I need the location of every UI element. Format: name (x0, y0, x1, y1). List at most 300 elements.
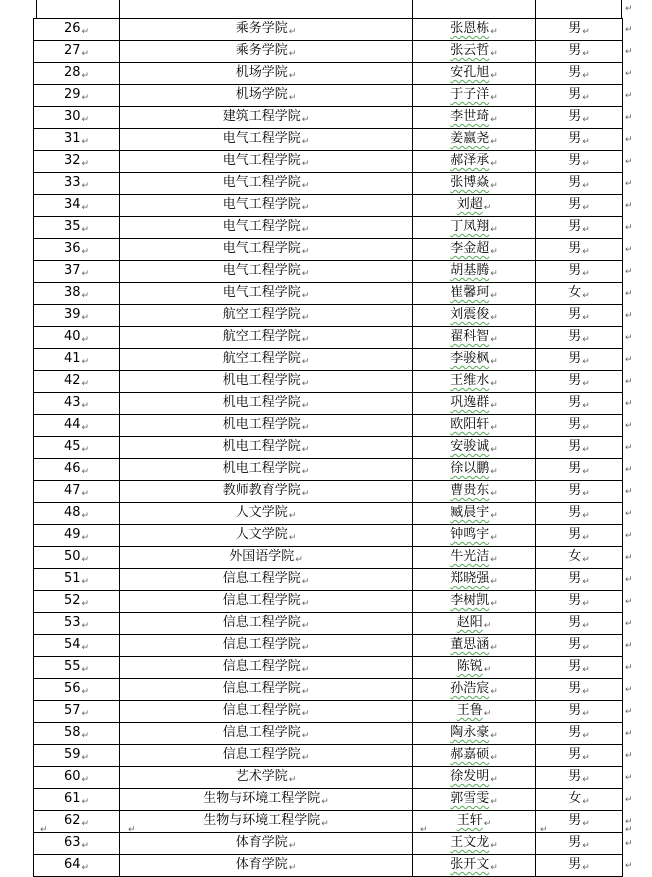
gender-text: 男 (568, 593, 582, 608)
college-cell (120, 613, 413, 635)
row-number-text: 27 (63, 43, 81, 58)
paragraph-mark: ↵ (81, 379, 90, 389)
row-number-cell (34, 239, 120, 261)
college-text: 信息工程学院 (222, 681, 301, 696)
college-cell (120, 305, 413, 327)
college-text: 航空工程学院 (222, 329, 301, 344)
row-number-text: 29 (63, 87, 81, 102)
gender-text: 男 (568, 395, 582, 410)
row-number-cell (34, 393, 120, 415)
gender-cell (536, 239, 623, 261)
row-end-paragraph-mark: ↵ (625, 772, 633, 783)
paragraph-mark: ↵ (483, 665, 492, 675)
college-text: 信息工程学院 (222, 615, 301, 630)
paragraph-mark: ↵ (301, 203, 310, 213)
college-cell (120, 657, 413, 679)
college-cell (120, 679, 413, 701)
paragraph-mark: ↵ (582, 687, 590, 697)
paragraph-mark: ↵ (301, 159, 310, 169)
college-text: 体育学院 (235, 835, 288, 850)
table-row (34, 745, 623, 767)
gender-text: 男 (568, 439, 582, 454)
row-end-paragraph-mark: ↵ (625, 574, 633, 585)
paragraph-mark: ↵ (582, 489, 590, 499)
college-cell (120, 371, 413, 393)
row-number-text: 26 (63, 21, 81, 36)
paragraph-mark: ↵ (490, 93, 498, 103)
row-number-text: 62 (63, 813, 81, 828)
row-number-text: 60 (63, 769, 81, 784)
paragraph-mark: ↵ (81, 71, 90, 81)
row-end-paragraph-mark: ↵ (625, 464, 633, 475)
paragraph-mark: ↵ (81, 313, 90, 323)
row-number-text: 40 (63, 329, 81, 344)
row-number-text: 44 (63, 417, 81, 432)
student-name-text: 翟科智 (450, 329, 490, 344)
paragraph-mark: ↵ (490, 379, 498, 389)
paragraph-mark: ↵ (483, 203, 492, 213)
table-row (34, 393, 623, 415)
gender-cell (536, 371, 623, 393)
college-cell (120, 525, 413, 547)
student-name-text: 欧阳轩 (450, 417, 490, 432)
row-number-cell (34, 327, 120, 349)
paragraph-mark: ↵ (582, 379, 590, 389)
paragraph-mark: ↵ (490, 27, 498, 37)
gender-cell (536, 613, 623, 635)
gender-cell (536, 107, 623, 129)
row-number-cell (34, 701, 120, 723)
row-number-text: 47 (63, 483, 81, 498)
paragraph-mark: ↵ (301, 665, 310, 675)
paragraph-mark: ↵ (81, 665, 90, 675)
table-top-continuation (36, 0, 622, 18)
paragraph-mark: ↵ (128, 825, 136, 835)
paragraph-mark: ↵ (301, 313, 310, 323)
paragraph-mark: ↵ (81, 687, 90, 697)
paragraph-mark: ↵ (582, 137, 590, 147)
gender-text: 男 (568, 175, 582, 190)
table-row (34, 173, 623, 195)
college-cell (120, 283, 413, 305)
paragraph-mark: ↵ (490, 225, 498, 235)
paragraph-mark: ↵ (490, 313, 498, 323)
row-number-text: 50 (63, 549, 81, 564)
paragraph-mark: ↵ (582, 49, 590, 59)
row-end-paragraph-mark: ↵ (625, 530, 633, 541)
college-text: 电气工程学院 (222, 197, 301, 212)
row-end-paragraph-mark: ↵ (625, 178, 633, 189)
row-number-cell (34, 19, 120, 41)
paragraph-mark: ↵ (582, 225, 590, 235)
paragraph-mark: ↵ (81, 115, 90, 125)
gender-text: 女 (568, 791, 582, 806)
college-text: 信息工程学院 (222, 593, 301, 608)
gender-cell (536, 591, 623, 613)
table-row (34, 107, 623, 129)
paragraph-mark: ↵ (420, 825, 428, 835)
gender-cell (536, 195, 623, 217)
paragraph-mark: ↵ (81, 577, 90, 587)
paragraph-mark: ↵ (81, 599, 90, 609)
gender-text: 男 (568, 747, 582, 762)
paragraph-mark: ↵ (582, 401, 590, 411)
row-number-text: 54 (63, 637, 81, 652)
student-name-text: 崔馨珂 (450, 285, 490, 300)
row-end-paragraph-mark: ↵ (625, 4, 633, 14)
table-row (34, 151, 623, 173)
paragraph-mark: ↵ (81, 423, 90, 433)
student-name-cell (413, 283, 536, 305)
paragraph-mark: ↵ (81, 181, 90, 191)
table-row (34, 569, 623, 591)
table-row (34, 415, 623, 437)
table-row (34, 63, 623, 85)
row-number-cell (34, 415, 120, 437)
paragraph-mark: ↵ (81, 445, 90, 455)
student-name-text: 陈锐 (456, 659, 483, 674)
student-name-text: 李世琦 (450, 109, 490, 124)
table-row (34, 239, 623, 261)
gender-text: 男 (568, 483, 582, 498)
paragraph-mark: ↵ (301, 137, 310, 147)
paragraph-mark: ↵ (288, 49, 297, 59)
college-cell (120, 327, 413, 349)
row-number-text: 33 (63, 175, 81, 190)
table-row (34, 701, 623, 723)
row-number-text: 64 (63, 857, 81, 872)
row-number-cell (34, 569, 120, 591)
paragraph-mark: ↵ (295, 555, 303, 565)
college-text: 电气工程学院 (222, 219, 301, 234)
student-name-text: 巩逸群 (450, 395, 490, 410)
paragraph-mark: ↵ (81, 247, 90, 257)
student-name-cell (413, 481, 536, 503)
student-name-text: 安孔旭 (450, 65, 490, 80)
row-end-paragraph-mark: ↵ (625, 156, 633, 167)
student-name-text: 李金超 (450, 241, 490, 256)
paragraph-mark: ↵ (490, 643, 498, 653)
paragraph-mark: ↵ (490, 797, 498, 807)
student-name-cell (413, 679, 536, 701)
student-name-text: 安骏诚 (450, 439, 490, 454)
gender-text: 男 (568, 659, 582, 674)
row-number-cell (34, 503, 120, 525)
student-name-cell (413, 789, 536, 811)
student-name-cell (413, 635, 536, 657)
gender-cell (536, 393, 623, 415)
student-name-cell (413, 173, 536, 195)
gender-text: 男 (568, 637, 582, 652)
table-row (34, 657, 623, 679)
table-row (34, 635, 623, 657)
student-name-cell (413, 85, 536, 107)
student-name-text: 郑晓强 (450, 571, 490, 586)
student-name-cell (413, 613, 536, 635)
row-end-paragraph-mark: ↵ (625, 288, 633, 299)
student-name-text: 姜嬴尧 (450, 131, 490, 146)
gender-text: 男 (568, 241, 582, 256)
paragraph-mark: ↵ (490, 731, 498, 741)
college-cell (120, 239, 413, 261)
gender-text: 男 (568, 857, 582, 872)
student-name-cell (413, 415, 536, 437)
college-text: 机电工程学院 (222, 373, 301, 388)
table-row (34, 613, 623, 635)
paragraph-mark: ↵ (490, 269, 498, 279)
row-number-text: 58 (63, 725, 81, 740)
college-text: 乘务学院 (235, 43, 288, 58)
paragraph-mark: ↵ (81, 137, 90, 147)
college-cell (120, 481, 413, 503)
row-number-cell (34, 635, 120, 657)
gender-cell (536, 437, 623, 459)
paragraph-mark: ↵ (40, 825, 48, 835)
college-cell (120, 85, 413, 107)
row-number-text: 46 (63, 461, 81, 476)
paragraph-mark: ↵ (582, 291, 590, 301)
gender-cell (536, 503, 623, 525)
college-cell (120, 195, 413, 217)
table-row (34, 41, 623, 63)
paragraph-mark: ↵ (582, 753, 590, 763)
college-text: 体育学院 (235, 857, 288, 872)
college-cell (120, 19, 413, 41)
paragraph-mark: ↵ (81, 203, 90, 213)
gender-cell (536, 547, 623, 569)
paragraph-mark: ↵ (490, 401, 498, 411)
paragraph-mark: ↵ (490, 71, 498, 81)
paragraph-mark: ↵ (81, 775, 90, 785)
gender-cell (536, 283, 623, 305)
gender-cell (536, 855, 623, 877)
paragraph-mark: ↵ (81, 291, 90, 301)
row-number-cell (34, 305, 120, 327)
gender-cell (536, 85, 623, 107)
row-end-paragraph-mark: ↵ (625, 112, 633, 123)
table-row (34, 789, 623, 811)
student-name-cell (413, 261, 536, 283)
college-text: 机电工程学院 (222, 439, 301, 454)
table-row (34, 305, 623, 327)
paragraph-mark: ↵ (301, 291, 310, 301)
college-cell (120, 745, 413, 767)
row-number-text: 28 (63, 65, 81, 80)
table-row (34, 855, 623, 877)
table-row (34, 679, 623, 701)
student-name-text: 王维水 (450, 373, 490, 388)
gender-cell (536, 701, 623, 723)
gender-text: 男 (568, 351, 582, 366)
row-number-cell (34, 151, 120, 173)
row-number-text: 34 (63, 197, 81, 212)
paragraph-mark: ↵ (490, 181, 498, 191)
paragraph-mark: ↵ (81, 357, 90, 367)
row-end-paragraph-mark: ↵ (625, 222, 633, 233)
student-name-cell (413, 19, 536, 41)
gender-cell (536, 261, 623, 283)
gender-cell (536, 745, 623, 767)
student-name-cell (413, 239, 536, 261)
row-end-paragraph-mark: ↵ (625, 640, 633, 651)
row-end-paragraph-mark: ↵ (625, 266, 633, 277)
gender-cell (536, 349, 623, 371)
paragraph-mark: ↵ (301, 753, 310, 763)
row-end-paragraph-mark: ↵ (625, 200, 633, 211)
paragraph-mark: ↵ (490, 357, 498, 367)
row-end-paragraph-mark: ↵ (625, 728, 633, 739)
college-cell (120, 569, 413, 591)
row-number-cell (34, 437, 120, 459)
gender-cell (536, 217, 623, 239)
paragraph-mark: ↵ (582, 665, 590, 675)
college-cell (120, 415, 413, 437)
paragraph-mark: ↵ (490, 599, 498, 609)
paragraph-mark: ↵ (81, 819, 90, 829)
paragraph-mark: ↵ (490, 137, 498, 147)
paragraph-mark: ↵ (321, 797, 329, 807)
gender-text: 女 (568, 549, 582, 564)
column-divider (535, 0, 536, 18)
paragraph-mark: ↵ (301, 577, 310, 587)
paragraph-mark: ↵ (81, 621, 90, 631)
student-name-cell (413, 305, 536, 327)
row-number-text: 57 (63, 703, 81, 718)
student-name-text: 刘超 (456, 197, 483, 212)
table-row (34, 371, 623, 393)
college-text: 生物与环境工程学院 (203, 813, 321, 828)
paragraph-mark: ↵ (81, 49, 90, 59)
row-number-cell (34, 173, 120, 195)
table-row (34, 217, 623, 239)
paragraph-mark: ↵ (490, 159, 498, 169)
paragraph-mark: ↵ (301, 599, 310, 609)
gender-text: 男 (568, 131, 582, 146)
paragraph-mark: ↵ (582, 643, 590, 653)
college-cell (120, 503, 413, 525)
table-row (34, 437, 623, 459)
trailing-paragraph-marks (0, 825, 652, 839)
row-number-cell (34, 855, 120, 877)
college-text: 信息工程学院 (222, 725, 301, 740)
college-text: 信息工程学院 (222, 571, 301, 586)
paragraph-mark: ↵ (625, 825, 633, 835)
gender-cell (536, 151, 623, 173)
college-cell (120, 393, 413, 415)
paragraph-mark: ↵ (490, 49, 498, 59)
table-row (34, 767, 623, 789)
student-name-cell (413, 855, 536, 877)
gender-cell (536, 569, 623, 591)
student-name-text: 郝嘉硕 (450, 747, 490, 762)
table-row (34, 723, 623, 745)
student-name-cell (413, 767, 536, 789)
college-text: 艺术学院 (235, 769, 288, 784)
gender-text: 男 (568, 835, 582, 850)
row-number-text: 55 (63, 659, 81, 674)
paragraph-mark: ↵ (301, 467, 310, 477)
college-text: 电气工程学院 (222, 131, 301, 146)
row-number-cell (34, 591, 120, 613)
gender-text: 男 (568, 329, 582, 344)
student-name-text: 钟鸣宇 (450, 527, 490, 542)
paragraph-mark: ↵ (81, 225, 90, 235)
row-number-text: 45 (63, 439, 81, 454)
gender-text: 男 (568, 43, 582, 58)
paragraph-mark: ↵ (301, 709, 310, 719)
row-end-paragraph-mark: ↵ (625, 794, 633, 805)
row-number-cell (34, 85, 120, 107)
paragraph-mark: ↵ (301, 115, 310, 125)
college-cell (120, 129, 413, 151)
paragraph-mark: ↵ (582, 247, 590, 257)
paragraph-mark: ↵ (490, 335, 498, 345)
paragraph-mark: ↵ (288, 533, 297, 543)
paragraph-mark: ↵ (582, 621, 590, 631)
paragraph-mark: ↵ (301, 181, 310, 191)
student-name-text: 徐发明 (450, 769, 490, 784)
gender-text: 男 (568, 527, 582, 542)
row-number-cell (34, 459, 120, 481)
paragraph-mark: ↵ (582, 533, 590, 543)
paragraph-mark: ↵ (582, 775, 590, 785)
paragraph-mark: ↵ (582, 841, 590, 851)
row-number-text: 39 (63, 307, 81, 322)
row-number-cell (34, 525, 120, 547)
paragraph-mark: ↵ (490, 841, 498, 851)
table-row (34, 349, 623, 371)
student-name-cell (413, 503, 536, 525)
row-end-paragraph-mark: ↵ (625, 442, 633, 453)
student-name-cell (413, 591, 536, 613)
paragraph-mark: ↵ (582, 819, 590, 829)
college-text: 信息工程学院 (222, 747, 301, 762)
student-name-cell (413, 41, 536, 63)
student-name-text: 李骏枫 (450, 351, 490, 366)
row-number-text: 35 (63, 219, 81, 234)
student-name-cell (413, 217, 536, 239)
paragraph-mark: ↵ (81, 555, 90, 565)
paragraph-mark: ↵ (582, 71, 590, 81)
student-name-cell (413, 327, 536, 349)
row-number-text: 30 (63, 109, 81, 124)
student-name-text: 张博焱 (450, 175, 490, 190)
paragraph-mark: ↵ (81, 863, 90, 873)
student-name-cell (413, 349, 536, 371)
college-text: 人文学院 (235, 505, 288, 520)
row-end-paragraph-mark: ↵ (625, 134, 633, 145)
paragraph-mark: ↵ (301, 379, 310, 389)
row-number-text: 56 (63, 681, 81, 696)
paragraph-mark: ↵ (490, 489, 498, 499)
gender-text: 男 (568, 109, 582, 124)
row-end-paragraph-mark: ↵ (625, 332, 633, 343)
college-cell (120, 789, 413, 811)
paragraph-mark: ↵ (490, 423, 498, 433)
student-name-cell (413, 459, 536, 481)
row-number-text: 37 (63, 263, 81, 278)
student-name-cell (413, 547, 536, 569)
paragraph-mark: ↵ (582, 181, 590, 191)
paragraph-mark: ↵ (288, 93, 297, 103)
row-number-cell (34, 349, 120, 371)
student-name-text: 张恩栋 (450, 21, 490, 36)
gender-cell (536, 415, 623, 437)
paragraph-mark: ↵ (288, 775, 297, 785)
paragraph-mark: ↵ (582, 423, 590, 433)
college-cell (120, 41, 413, 63)
paragraph-mark: ↵ (490, 533, 498, 543)
